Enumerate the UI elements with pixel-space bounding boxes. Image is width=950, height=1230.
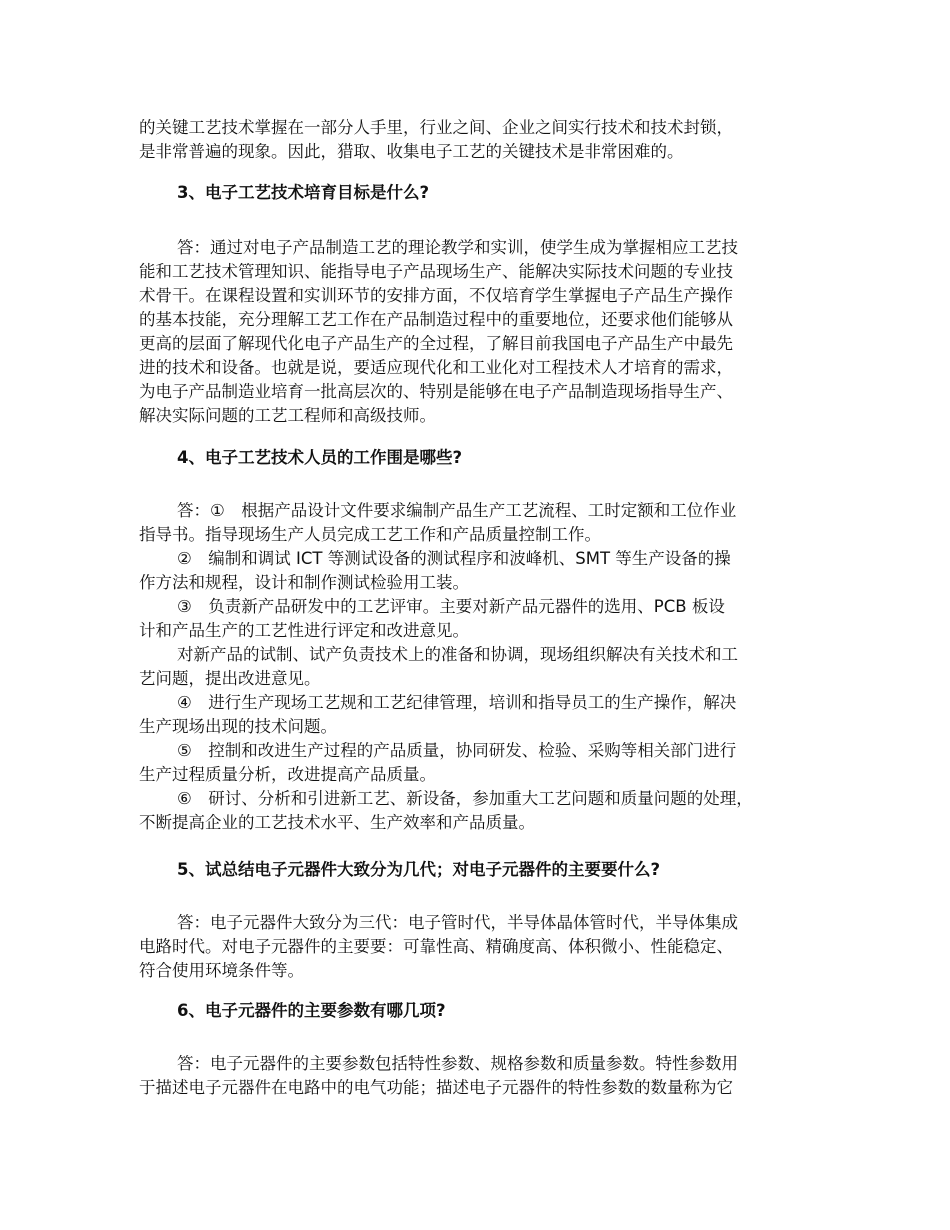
list-item-line: ⑤ 控制和改进生产过程的产品质量，协同研发、检验、采购等相关部门进行 (177, 741, 737, 760)
list-item-line: 艺问题，提出改进意见。 (139, 669, 321, 688)
intro-paragraph (139, 114, 839, 162)
question-4-answer (139, 497, 839, 833)
text-line: 能和工艺技术管理知识、能指导电子产品现场生产、能解决实际技术问题的专业技 (139, 262, 733, 281)
text-line: 进的技术和设备。也就是说，要适应现代化和工业化对工程技术人才培育的需求， (139, 358, 733, 377)
text-line: 是非常普遍的现象。因此，猎取、收集电子工艺的关键技术是非常困难的。 (139, 142, 684, 161)
list-item-line: 生产现场出现的技术问题。 (139, 717, 337, 736)
list-item-line: 作方法和规程，设计和制作测试检验用工装。 (139, 573, 469, 592)
text-line: 答：电子元器件大致分为三代：电子管时代，半导体晶体管时代，半导体集成 (177, 913, 738, 932)
question-6-heading: 6、电子元器件的主要参数有哪几项? (177, 1001, 446, 1020)
list-item-line: ③ 负责新产品研发中的工艺评审。主要对新产品元器件的选用、PCB 板设 (177, 597, 725, 616)
text-line: 更高的层面了解现代化电子产品生产的全过程，了解目前我国电子产品生产中最先 (139, 334, 733, 353)
list-item-line: 对新产品的试制、试产负责技术上的准备和协调，现场组织解决有关技术和工 (177, 645, 738, 664)
text-line: 解决实际问题的工艺工程师和高级技师。 (139, 406, 436, 425)
list-item-line: ⑥ 研讨、分析和引进新工艺、新设备，参加重大工艺问题和质量问题的处理， (177, 789, 753, 808)
list-item-line: 不断提高企业的工艺技术水平、生产效率和产品质量。 (139, 813, 535, 832)
list-item-line: 生产过程质量分析，改进提高产品质量。 (139, 765, 436, 784)
question-6-answer (139, 1050, 839, 1098)
list-item-line: ② 编制和调试 ICT 等测试设备的测试程序和波峰机、SMT 等生产设备的操 (177, 549, 731, 568)
question-3-answer (139, 234, 839, 426)
question-5-heading: 5、试总结电子元器件大致分为几代；对电子元器件的主要要什么? (177, 860, 661, 879)
list-item-line: ④ 进行生产现场工艺规和工艺纪律管理，培训和指导员工的生产操作，解决 (177, 693, 737, 712)
text-line: 符合使用环境条件等。 (139, 961, 304, 980)
text-line: 答：电子元器件的主要参数包括特性参数、规格参数和质量参数。特性参数用 (177, 1054, 738, 1073)
question-5-answer (139, 909, 839, 981)
list-item-line: 指导书。指导现场生产人员完成工艺工作和产品质量控制工作。 (139, 525, 601, 544)
text-line: 为电子产品制造业培育一批高层次的、特别是能够在电子产品制造现场指导生产、 (139, 382, 733, 401)
text-line: 术骨干。在课程设置和实训环节的安排方面，不仅培育学生掌握电子产品生产操作 (139, 286, 733, 305)
text-line: 于描述电子元器件在电路中的电气功能；描述电子元器件的特性参数的数量称为它 (139, 1078, 733, 1097)
question-3-heading: 3、电子工艺技术培育目标是什么? (177, 183, 430, 202)
text-line: 的基本技能，充分理解工艺工作在产品制造过程中的重要地位，还要求他们能够从 (139, 310, 733, 329)
text-line: 电路时代。对电子元器件的主要要：可靠性高、精确度高、体积微小、性能稳定、 (139, 937, 733, 956)
list-item-line: 计和产品生产的工艺性进行评定和改进意见。 (139, 621, 469, 640)
text-line: 答：通过对电子产品制造工艺的理论教学和实训，使学生成为掌握相应工艺技 (177, 238, 738, 257)
list-item-line: 答：① 根据产品设计文件要求编制产品生产工艺流程、工时定额和工位作业 (177, 501, 737, 520)
text-line: 的关键工艺技术掌握在一部分人手里，行业之间、企业之间实行技术和技术封锁， (139, 118, 733, 137)
question-4-heading: 4、电子工艺技术人员的工作围是哪些? (177, 448, 463, 467)
